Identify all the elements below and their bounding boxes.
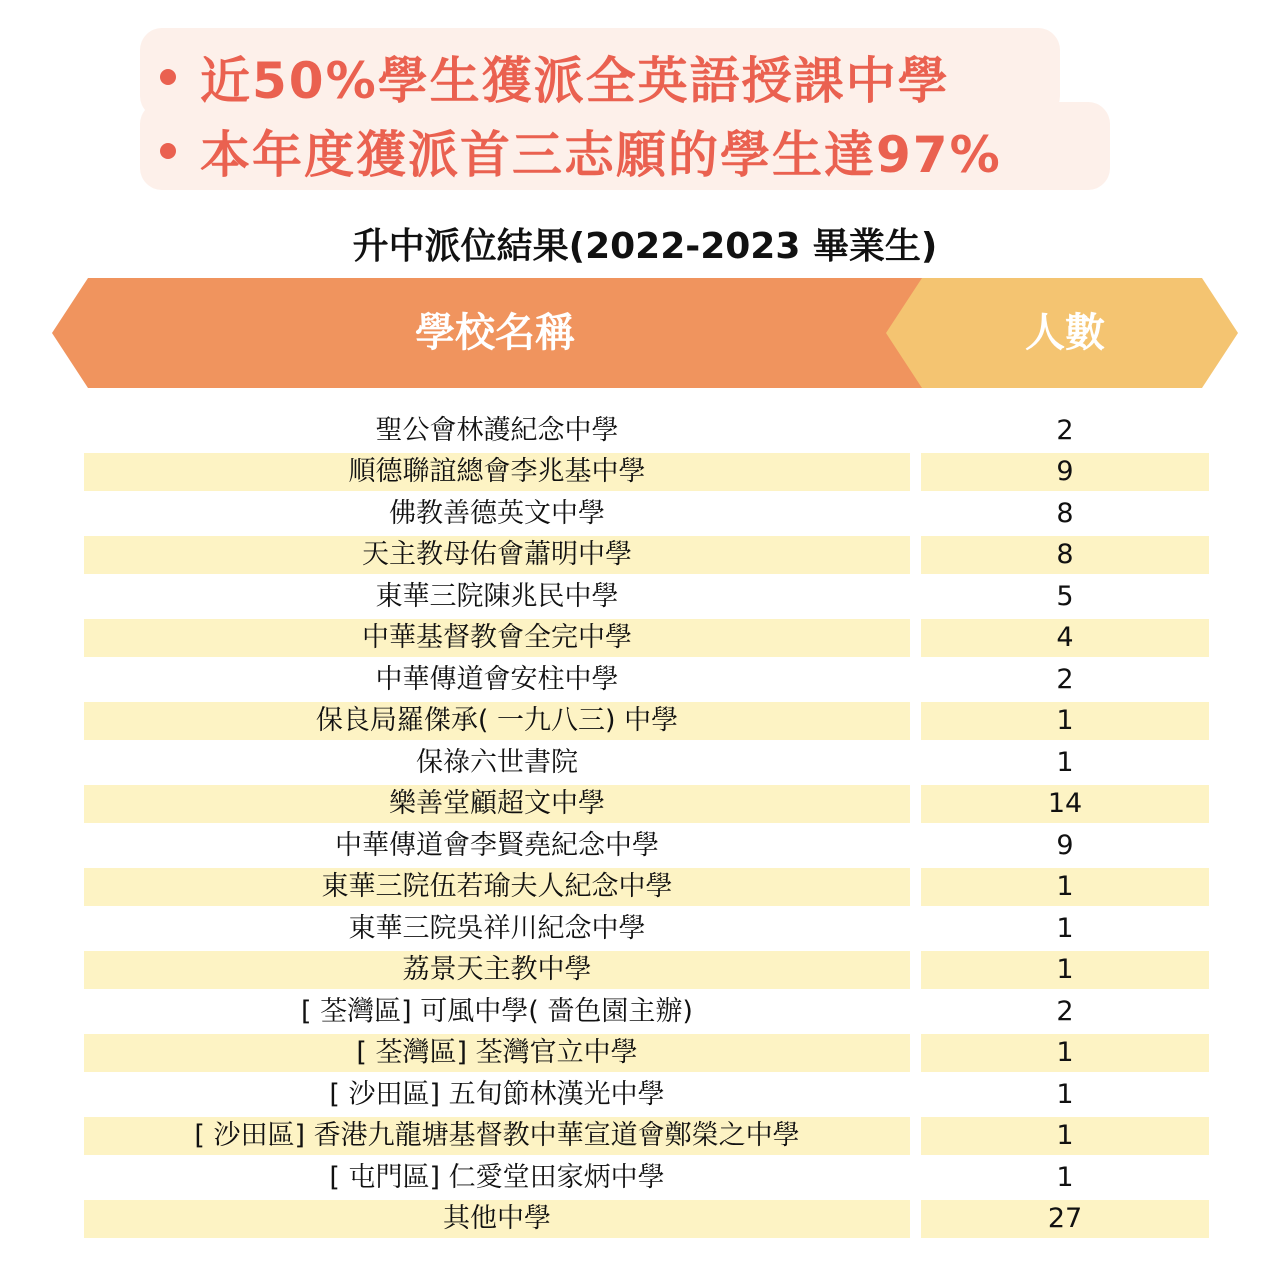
highlights-box bbox=[160, 40, 1120, 188]
school-name-cell: 聖公會林護紀念中學 bbox=[375, 414, 619, 446]
table-row bbox=[84, 1033, 1209, 1075]
student-count-cell: 1 bbox=[921, 1034, 1209, 1072]
highlight-item bbox=[160, 40, 1120, 114]
highlight-item bbox=[160, 114, 1120, 188]
table-row bbox=[84, 410, 1209, 452]
student-count-cell: 4 bbox=[921, 619, 1209, 657]
highlight-text: 近50%學生獲派全英語授課中學 bbox=[200, 52, 950, 110]
school-name-cell: [ 屯門區] 仁愛堂田家炳中學 bbox=[329, 1161, 665, 1193]
table-row bbox=[84, 576, 1209, 618]
table-row bbox=[84, 867, 1209, 909]
student-count-cell: 5 bbox=[1056, 580, 1074, 612]
student-count-cell: 9 bbox=[921, 453, 1209, 491]
student-count-cell: 8 bbox=[921, 536, 1209, 574]
student-count-cell: 1 bbox=[921, 951, 1209, 989]
school-name-cell: 荔景天主教中學 bbox=[84, 951, 910, 989]
table-row bbox=[84, 535, 1209, 577]
table-row bbox=[84, 908, 1209, 950]
student-count-cell: 1 bbox=[1056, 1161, 1074, 1193]
table-row bbox=[84, 1074, 1209, 1116]
results-table bbox=[84, 410, 1209, 1240]
table-row bbox=[84, 784, 1209, 826]
student-count-cell: 1 bbox=[1056, 746, 1074, 778]
student-count-cell: 9 bbox=[1056, 829, 1074, 861]
student-count-cell: 1 bbox=[1056, 912, 1074, 944]
table-row bbox=[84, 1116, 1209, 1158]
table-row bbox=[84, 701, 1209, 743]
school-name-cell: 佛教善德英文中學 bbox=[389, 497, 605, 529]
section-title: 升中派位結果(2022-2023 畢業生) bbox=[352, 226, 938, 267]
school-name-cell: 保良局羅傑承( 一九八三) 中學 bbox=[84, 702, 910, 740]
student-count-cell: 2 bbox=[1056, 995, 1074, 1027]
table-row bbox=[84, 1157, 1209, 1199]
highlight-text: 本年度獲派首三志願的學生達97% bbox=[200, 126, 1002, 184]
student-count-cell: 2 bbox=[1056, 663, 1074, 695]
student-count-cell: 8 bbox=[1056, 497, 1074, 529]
table-row bbox=[84, 452, 1209, 494]
table-row bbox=[84, 618, 1209, 660]
school-name-cell: 順德聯誼總會李兆基中學 bbox=[84, 453, 910, 491]
school-name-cell: 中華基督教會全完中學 bbox=[84, 619, 910, 657]
school-name-cell: 東華三院吳祥川紀念中學 bbox=[348, 912, 646, 944]
table-row bbox=[84, 659, 1209, 701]
bullet-icon bbox=[160, 143, 176, 159]
school-name-cell: [ 沙田區] 五旬節林漢光中學 bbox=[329, 1078, 665, 1110]
school-column-header: 學校名稱 bbox=[415, 310, 575, 356]
school-name-cell: 東華三院伍若瑜夫人紀念中學 bbox=[84, 868, 910, 906]
table-row bbox=[84, 493, 1209, 535]
student-count-cell: 1 bbox=[921, 702, 1209, 740]
school-name-cell: [ 荃灣區] 荃灣官立中學 bbox=[84, 1034, 910, 1072]
student-count-cell: 1 bbox=[1056, 1078, 1074, 1110]
student-count-cell: 14 bbox=[921, 785, 1209, 823]
school-name-cell: 樂善堂顧超文中學 bbox=[84, 785, 910, 823]
table-row bbox=[84, 742, 1209, 784]
table-row bbox=[84, 991, 1209, 1033]
school-name-cell: 中華傳道會安柱中學 bbox=[375, 663, 619, 695]
table-row bbox=[84, 1199, 1209, 1241]
student-count-cell: 1 bbox=[921, 868, 1209, 906]
school-name-cell: [ 沙田區] 香港九龍塘基督教中華宣道會鄭榮之中學 bbox=[84, 1117, 910, 1155]
school-name-cell: 中華傳道會李賢堯紀念中學 bbox=[335, 829, 659, 861]
bullet-icon bbox=[160, 69, 176, 85]
school-name-cell: [ 荃灣區] 可風中學( 嗇色園主辦) bbox=[301, 995, 693, 1027]
table-row bbox=[84, 950, 1209, 992]
student-count-cell: 1 bbox=[921, 1117, 1209, 1155]
count-column-header: 人數 bbox=[1025, 310, 1105, 356]
student-count-cell: 2 bbox=[1056, 414, 1074, 446]
table-row bbox=[84, 825, 1209, 867]
school-name-cell: 保祿六世書院 bbox=[416, 746, 578, 778]
school-name-cell: 其他中學 bbox=[84, 1200, 910, 1238]
school-name-cell: 東華三院陳兆民中學 bbox=[375, 580, 619, 612]
school-name-cell: 天主教母佑會蕭明中學 bbox=[84, 536, 910, 574]
student-count-cell: 27 bbox=[921, 1200, 1209, 1238]
